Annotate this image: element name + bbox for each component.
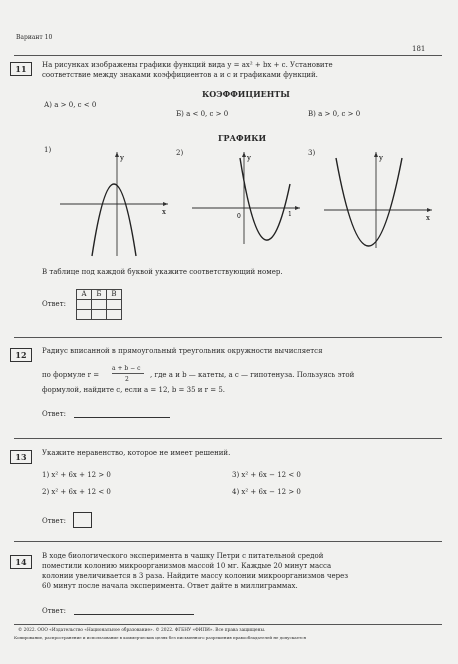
q14-line3: колонии увеличивается в 3 раза. Найдите массу колонии микроорганизмов через [42,572,349,580]
q13-option-3: 3) x² + 6x − 12 < 0 [232,471,301,479]
q14-answer-field[interactable] [74,606,194,615]
coef-option-c: В) a > 0, c > 0 [308,110,361,118]
q11-text-line1: На рисунках изображены графики функций вида y = ax² + bx + c. Установите [42,61,333,69]
graph3-x-label: x [426,214,430,222]
answer-cell-a-extra[interactable] [77,310,92,320]
footer-copyright: © 2022. ООО «Издательство «Национальное образование». © 2022. ФГБНУ «ФИПИ». Все права защищены. [18,628,266,633]
separator-13-14 [14,541,442,542]
coef-title: КОЭФФИЦИЕНТЫ [202,89,290,99]
q12-answer-field[interactable] [74,409,170,418]
graph2-zero-label: 0 [237,213,241,220]
graph3-x-arrow [427,208,432,212]
q14-line2: поместили колонию микроорганизмов массой 10 мг. Каждые 20 минут масса [42,562,332,570]
q13-answer-label: Ответ: [42,517,66,525]
answer-cell-a[interactable] [77,300,92,310]
q11-answer-label: Ответ: [42,300,66,308]
answer-cell-c-extra[interactable] [107,310,122,320]
table-header-a: А [77,290,92,300]
q11-instruction: В таблице под каждой буквой укажите соответствующий номер. [42,268,283,276]
formula-fraction-bar [112,373,144,374]
separator-11-12 [14,337,442,338]
graph3-parabola [336,158,402,246]
q13-text: Укажите неравенство, которое не имеет решений. [42,449,231,457]
task-number-12: 12 [10,348,32,362]
q13-option-1: 1) x² + 6x + 12 > 0 [42,471,111,479]
graph3-y-arrow [374,152,378,157]
q12-line2-end: , где a и b — катеты, а c — гипотенуза. Пользуясь этой [150,371,355,379]
graph1-y-arrow [115,152,119,157]
q13-option-4: 4) x² + 6x − 12 > 0 [232,488,301,496]
task-number-14: 14 [10,555,32,569]
task-number-11: 11 [10,62,32,76]
q13-option-2: 2) x² + 6x + 12 < 0 [42,488,111,496]
graph3-y-label: y [379,154,383,162]
graph1-x-arrow [163,202,168,206]
graph-1 [56,148,172,260]
graph2-y-label: y [247,154,251,162]
q12-line2-start: по формуле r = [42,371,100,379]
graph2-x-arrow [295,206,300,210]
graph1-y-label: y [120,154,124,162]
q11-answer-table [76,289,122,320]
footer-rule [14,624,442,625]
q12-line1: Радиус вписанной в прямоугольный треугольник окружности вычисляется [42,347,323,355]
formula-denominator: 2 [125,376,129,383]
graph2-one-label: 1 [288,211,292,218]
q11-text-line2: соответствие между знаками коэффициентов a и c и графиками функций. [42,71,318,79]
header-rule [14,55,442,56]
graph2-y-arrow [242,152,246,157]
graph1-x-label: x [162,208,166,216]
q14-answer-label: Ответ: [42,607,66,615]
graph2-label: 2) [176,149,184,157]
graph1-label: 1) [44,146,52,154]
q14-line1: В ходе биологического эксперимента в чашку Петри с питательной средой [42,552,324,560]
answer-cell-b-extra[interactable] [92,310,107,320]
q13-answer-box[interactable] [73,512,92,528]
q12-line3: формулой, найдите c, если a = 12, b = 35 и r = 5. [42,386,226,394]
graph-3 [320,148,436,252]
table-header-b: Б [92,290,107,300]
footer-notice: Копирование, распространение и использование в коммерческих целях без письменного разрешения правообладателей не допускается [14,635,306,640]
page-number: 181 [412,45,426,53]
graph3-label: 3) [308,149,316,157]
answer-cell-b[interactable] [92,300,107,310]
answer-cell-c[interactable] [107,300,122,310]
q12-answer-label: Ответ: [42,410,66,418]
graphs-title: ГРАФИКИ [218,133,267,143]
graph2-parabola [240,158,290,240]
graph1-parabola [92,184,136,256]
q14-line4: 60 минут после начала эксперимента. Ответ дайте в миллиграммах. [42,582,298,590]
table-header-c: В [107,290,122,300]
formula-numerator: a + b − c [112,365,141,372]
task-number-13: 13 [10,450,32,464]
graph-2 [188,148,304,248]
variant-label: Вариант 10 [16,34,53,41]
coef-option-b: Б) a < 0, c > 0 [176,110,229,118]
separator-12-13 [14,438,442,439]
coef-option-a: А) a > 0, c < 0 [44,101,97,109]
